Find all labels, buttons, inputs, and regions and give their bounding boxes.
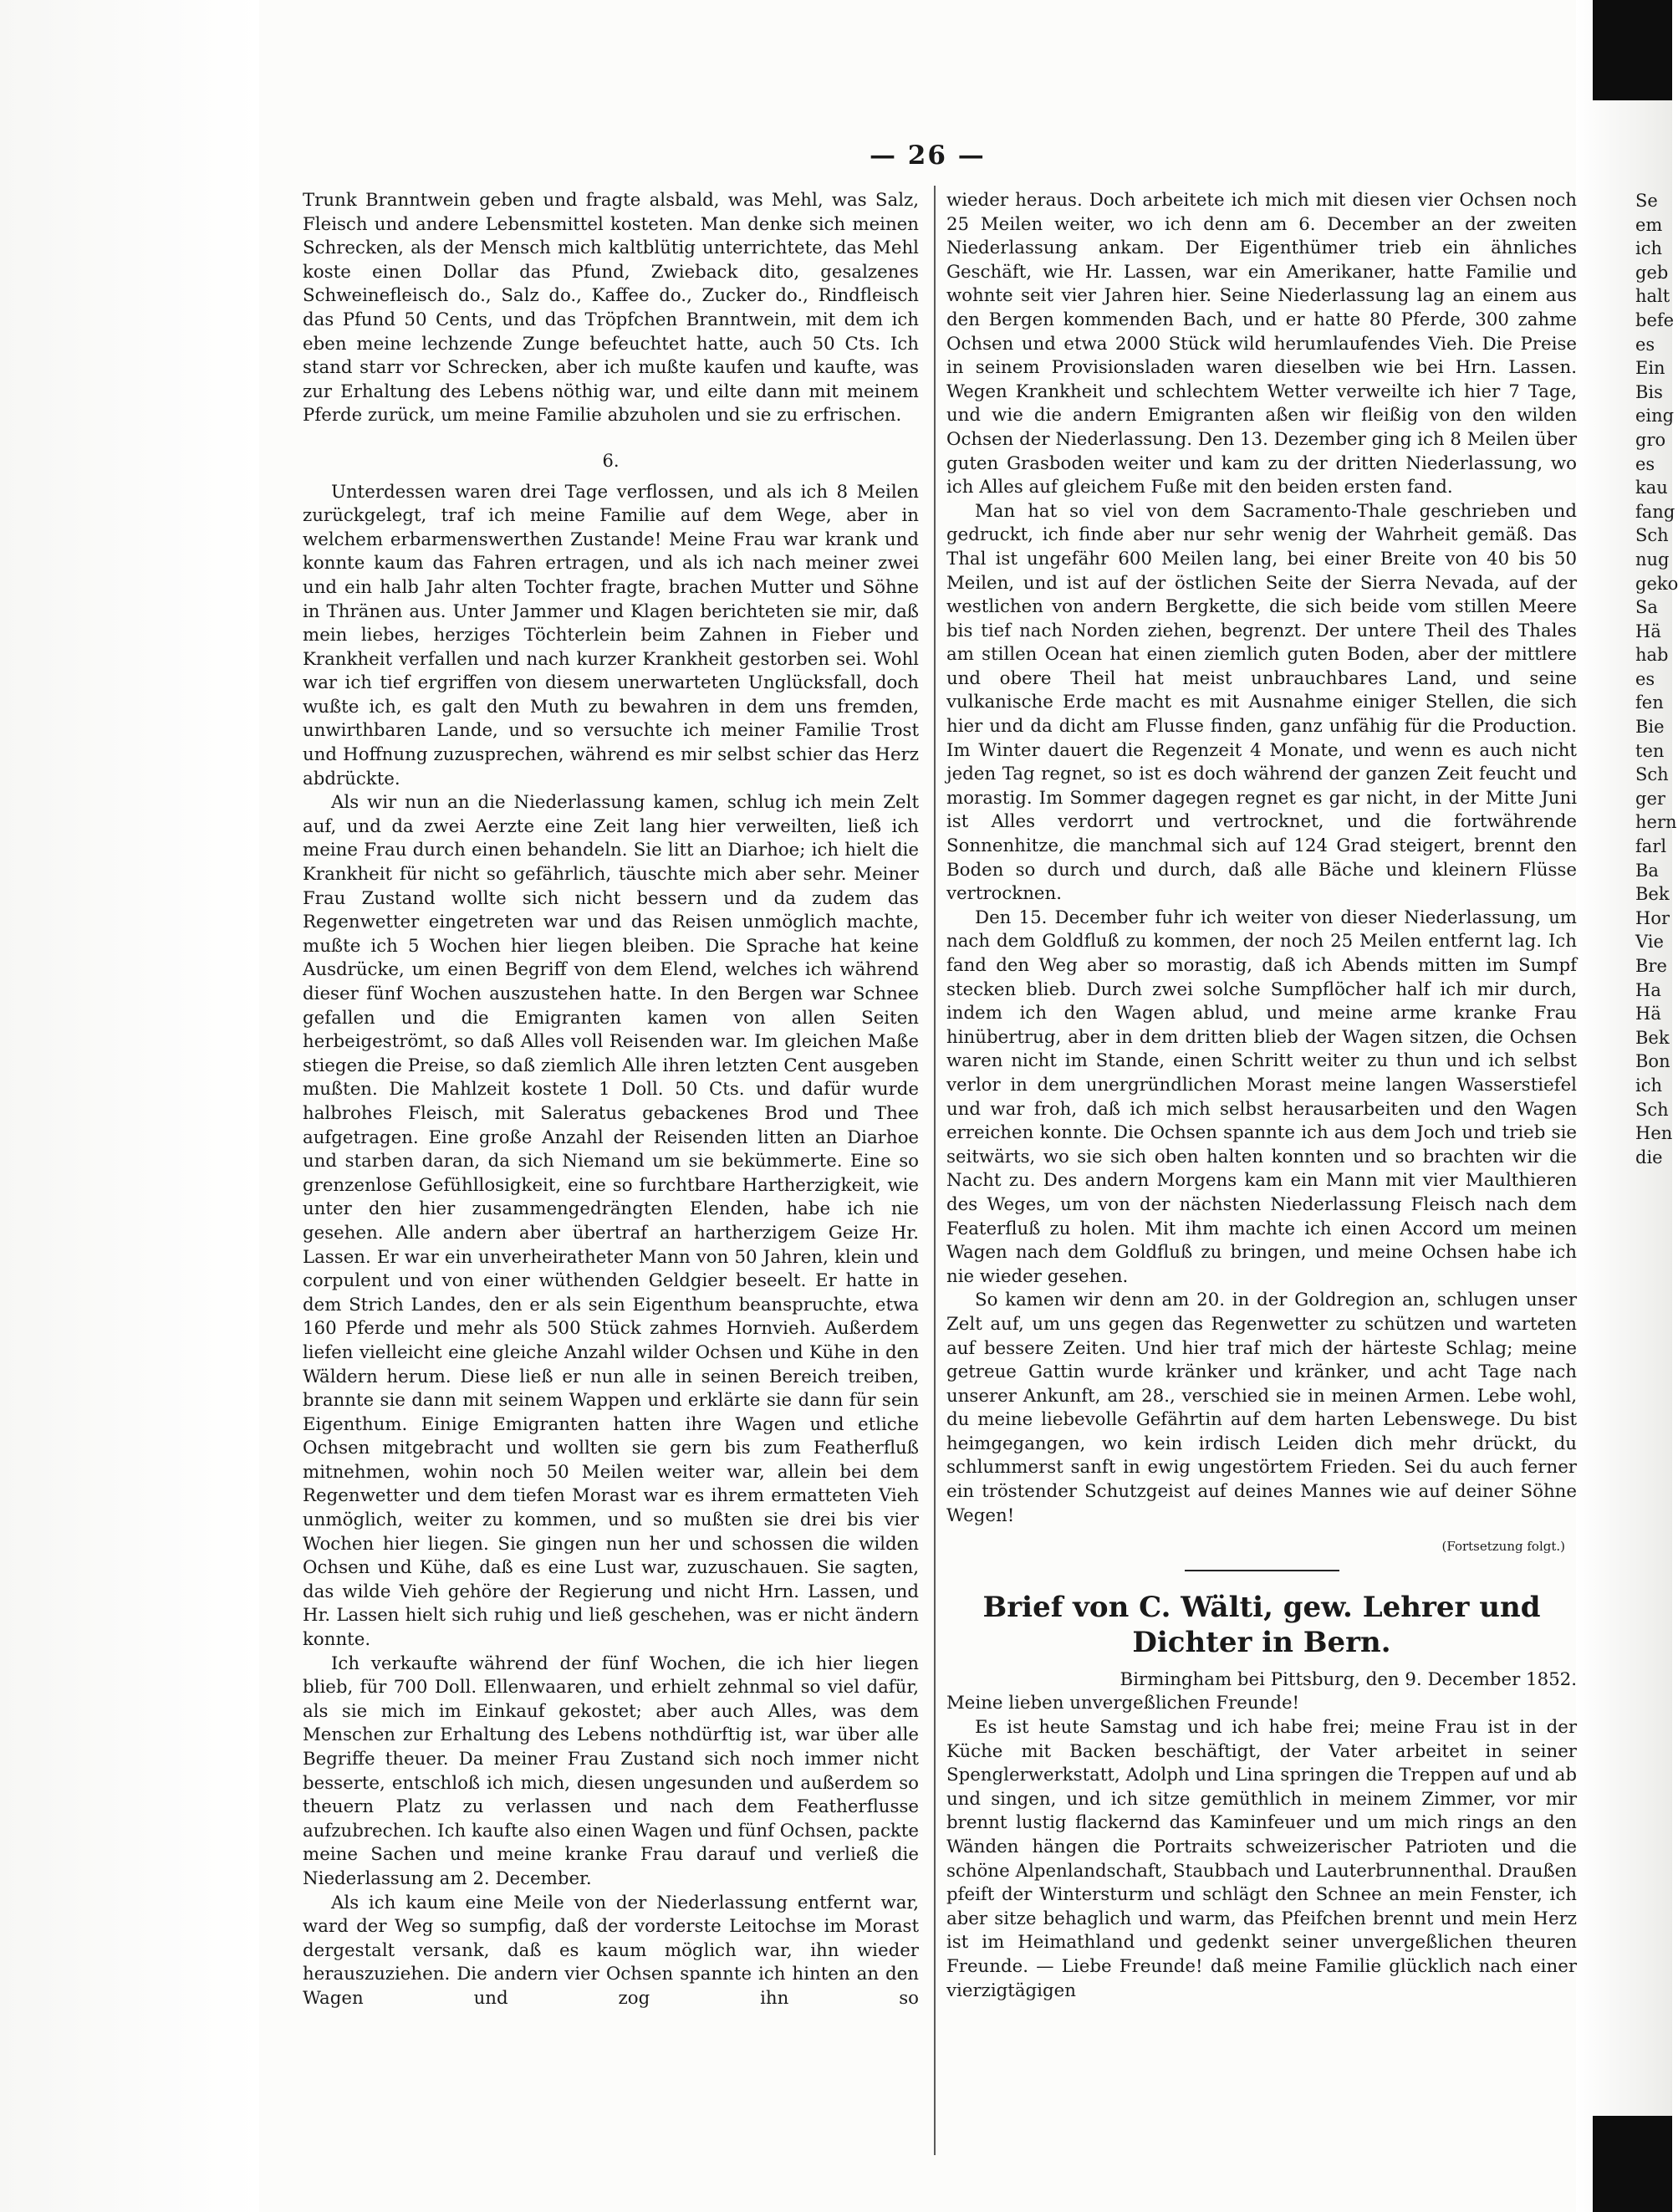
paragraph: Man hat so viel von dem Sacramento-Thale geschrieben und gedruckt, ich finde aber nur sehr wenig der Wahrheit gemäß. Das Thal ist ungefähr 600 Meilen lang, bei einer Breite von 40 bis 50 Meilen, und ist auf der östlichen Seite der Sierra Nevada, auf der westlichen von andern Bergkette, die sich beide vom stillen Meere bis tief nach Norden ziehen, begrenzt. Der untere Theil des Thales am stillen Ocean hat einen ziemlich guten Boden, aber der mittlere und obere Theil hat meist unbrauchbares Land, und seine vulkanische Erde macht es mit Ausnahme einiger Stellen, die sich hier und da dicht am Flusse finden, ganz unfähig für die Production. Im Winter dauert die Regenzeit 4 Monate, und wenn es auch nicht jeden Tag regnet, so ist es doch während der ganzen Zeit feucht und morastig. Im Sommer dagegen regnet es gar nicht, in der Mitte Juni ist Alles verdorrt und vertrocknet, und die fortwährende Sonnenhitze, die manchmal sich auf 124 Grad steigert, brennt den Boden so durch und durch, daß alle Bäche und kleinern Flüsse vertrocknen. (946, 500, 1577, 905)
cropped-line: Vie (1635, 932, 1664, 953)
section-rule (1185, 1570, 1339, 1571)
page-header (870, 140, 986, 174)
paragraph: Unterdessen waren drei Tage verflossen, und als ich 8 Meilen zurückgelegt, traf ich meine Familie auf dem Wege, aber in welchem erbarmenswerthen Zustande! Meine Frau war krank und konnte kaum das Fahren ertragen, und als ich nach meiner zwei und ein halb Jahr alten Tochter fragte, brachen Mutter und Söhne in Thränen aus. Unter Jammer und Klagen berichteten sie mir, daß mein liebes, herziges Töchterlein beim Zahnen in Fieber und Krankheit verfallen und nach kurzer Krankheit gestorben sei. Wohl war ich tief ergriffen von diesem unerwarteten Unglücksfall, doch wußte ich, es galt den Muth zu bewahren in dem uns fremden, unwirthbaren Lande, und so versuchte ich meiner Familie Trost und Hoffnung zuzusprechen, während es mir selbst schier das Herz abdrückte. (303, 481, 919, 789)
paragraph: Trunk Branntwein geben und fragte alsbald, was Mehl, was Salz, Fleisch und andere Lebensmittel kosteten. Man denke sich meinen Schrecken, als der Mensch mich kaltblütig unterrichtete, das Mehl koste einen Dollar das Pfund, Zwieback dito, gesalzenes Schweinefleisch do., Salz do., Kaffee do., Zucker do., Rindfleisch das Pfund 50 Cents, und das Tröpfchen Branntwein, mit dem ich eben meine lechzende Zunge befeuchtet hatte, auch 50 Cts. Ich stand starr vor Schrecken, aber ich mußte kaufen und kaufte, was zur Erhaltung des Lebens nöthig war, und eilte dann mit meinem Pferde zurück, um meine Familie abzuholen und sie zu erfrischen. (303, 190, 919, 427)
paragraph: Als wir nun an die Niederlassung kamen, schlug ich mein Zelt auf, und da zwei Aerzte eine Zeit lang hier verweilten, ließ ich meine Frau durch einen behandeln. Sie litt an Diarhoe; ich hielt die Krankheit für nicht so gefährlich, täuschte mich aber sehr. Meiner Frau Zustand wollte sich nicht bessern und da zudem das Regenwetter eingetreten war und das Reisen unmöglich machte, mußte ich 5 Wochen hier liegen bleiben. Die Sprache hat keine Ausdrücke, um einen Begriff von dem Elend, welches ich während dieser fünf Wochen auszustehen hatte. In den Bergen war Schnee gefallen und die Emigranten kamen von allen Seiten herbeigeströmt, so daß Alles voll Reisenden war. Im gleichen Maße stiegen die Preise, so daß ziemlich Alle ihren letzten Cent ausgeben mußten. Die Mahlzeit kostete 1 Doll. 50 Cts. und dafür wurde halbrohes Fleisch, mit Saleratus gebackenes Brod und Thee aufgetragen. Eine große Anzahl der Reisenden litten an Diarhoe und starben daran, da sich Niemand um sie bekümmerte. Eine so grenzenlose Gefühllosigkeit, eine so furchtbare Hartherzigkeit, wie unter den hier zusammengedrängten Elenden, habe ich nie gesehen. Alle andern aber übertraf an hartherzigem Geize Hr. Lassen. Er war ein unverheiratheter Mann von 50 Jahren, klein und corpulent und von einer wüthenden Geldgier beseelt. Er hatte in dem Strich Landes, den er als sein Eigenthum beanspruchte, etwa 160 Pferde und mehr als 500 Stück zahmes Hornvieh. Außerdem liefen vielleicht eine gleiche Anzahl wilder Ochsen und Kühe in den Wäldern herum. Diese ließ er nun alle in seinen Bereich treiben, brannte sie dann mit seinem Wappen und erklärte sie dann für sein Eigenthum. Einige Emigranten hatten ihre Wagen und etliche Ochsen mitgebracht und wollten sie gern bis zum Featherfluß mitnehmen, wohin noch 50 Meilen weiter war, allein bei dem Regenwetter und dem tiefen Morast war es ihrem ermatteten Vieh unmöglich, weiter zu kommen, und so mußten sie drei bis vier Wochen hier liegen. Sie gingen nun her und schossen die wilden Ochsen und Kühe, daß es eine Lust war, zuzuschauen. Sie sagten, das wilde Vieh gehöre der Regierung und nicht Hrn. Lassen, und Hr. Lassen hielt sich ruhig und ließ geschehen, was er nicht ändern konnte. (303, 792, 919, 1651)
cropped-line: Hor (1635, 907, 1670, 928)
cropped-line: Sch (1635, 525, 1669, 546)
cropped-line: geb (1635, 262, 1669, 283)
column-divider (934, 186, 936, 2155)
paragraph: Den 15. December fuhr ich weiter von dieser Niederlassung, um nach dem Goldfluß zu kommen, der noch 25 Meilen entfernt lag. Ich fand den Weg aber so morastig, daß ich Abends mitten im Sumpf stecken blieb. Durch zwei solche Sumpflöcher half ich mir durch, indem ich den Wagen ablud, und meine arme kranke Frau hinübertrug, aber in dem dritten blieb der Wagen sitzen, die Ochsen waren nicht im Stande, einen Schritt weiter zu thun und ich selbst verlor in dem unergründlichen Morast meine langen Wasserstiefel und war froh, daß ich mich selbst herausarbeiten und den Wagen erreichen konnte. Die Ochsen spannte ich aus dem Joch und trieb sie seitwärts, wo sie sich oben halten konnten und so brachten wir die Nacht zu. Des andern Morgens kam ein Mann mit vier Maulthieren des Weges, um von der nächsten Niederlassung Fleisch nach dem Featerfluß zu holen. Mit ihm machte ich einen Accord um meinen Wagen nach dem Goldfluß zu bringen, und meine Ochsen habe ich nie wieder gesehen. (946, 907, 1577, 1287)
cropped-line: halt (1635, 286, 1670, 307)
cropped-line: ich (1635, 1075, 1663, 1096)
dateline: Birmingham bei Pittsburg, den 9. December 1852. (1120, 1668, 1577, 1690)
scan-border-bottom (1593, 2116, 1672, 2212)
paragraph: So kamen wir denn am 20. in der Goldregion an, schlugen unser Zelt auf, um uns gegen das Regenwetter zu schützen und warteten auf bessere Zeiten. Und hier traf mich der härteste Schlag; meine getreue Gattin wurde kränker und kränker, und acht Tage nach unserer Ankunft, am 28., verschied sie in meinen Armen. Lebe wohl, du meine liebevolle Gefährtin auf dem harten Lebenswege. Du bist heimgegangen, wo kein irdisch Leiden dich mehr drückt, du schlummerst sanft in ewig ungestörtem Frieden. Sei du auch ferner ein tröstender Schutzgeist auf deines Mannes wie auf deiner Söhne Wegen! (946, 1290, 1577, 1526)
cropped-line: ich (1635, 238, 1663, 259)
cropped-line: Bre (1635, 956, 1667, 976)
cropped-line: eing (1635, 406, 1675, 427)
column-cropped (1635, 189, 1678, 1169)
cropped-line: es (1635, 334, 1655, 355)
cropped-line: es (1635, 453, 1655, 474)
article-headline: Brief von C. Wälti, gew. Lehrer und Dichter in Bern. (982, 1590, 1541, 1659)
scan-border-top (1593, 0, 1672, 100)
cropped-line: hern (1635, 812, 1677, 833)
cropped-line: gro (1635, 429, 1666, 450)
paragraph: Es ist heute Samstag und ich habe frei; meine Frau ist in der Küche mit Backen beschäftigt, der Vater arbeitet in seiner Spenglerwerkstatt, Adolph und Lina springen die Treppen auf und ab und singen, und ich sitze gemüthlich in meinem Zimmer, vor mir brennt lustig flackernd das Kaminfeuer und um mich rings an den Wänden hängen die Portraits schweizerischer Patrioten und die schöne Alpenlandschaft, Staubbach und Lauterbrunnenthal. Draußen pfeift der Wintersturm und schlägt den Schnee an mein Fenster, ich aber sitze behaglich und warm, das Pfeifchen brennt und mein Herz ist im Heimathland und gedenkt seiner unvergeßlichen theuren Freunde. — Liebe Freunde! daß meine Familie glücklich nach einer vierzigtägigen (946, 1717, 1577, 2001)
cropped-line: em (1635, 214, 1663, 235)
cropped-line: Ein (1635, 358, 1665, 379)
cropped-line: Bie (1635, 717, 1665, 738)
cropped-line: Hä (1635, 621, 1661, 641)
cropped-line: befe (1635, 309, 1675, 330)
paragraph: Ich verkaufte während der fünf Wochen, die ich hier liegen blieb, für 700 Doll. Ellenwaaren, und erhielt zehnmal so viel dafür, als sie mich im Einkauf gekostet; aber auch Alles, was dem Menschen zur Erhaltung des Lebens nothdürftig ist, war über alle Begriffe theuer. Da meiner Frau Zustand sich noch immer nicht besserte, entschloß ich mich, diesen ungesunden und außerdem so theuern Platz zu verlassen und nach dem Featherflusse aufzubrechen. Ich kaufte also einen Wagen und fünf Ochsen, packte meine Sachen und meine kranke Frau darauf und verließ die Niederlassung am 2. December. (303, 1653, 919, 1889)
cropped-line: Sa (1635, 597, 1658, 618)
cropped-line: kau (1635, 478, 1668, 498)
cropped-line: fang (1635, 501, 1675, 522)
cropped-line: ten (1635, 740, 1665, 761)
cropped-line: hab (1635, 645, 1669, 666)
cropped-line: geko (1635, 573, 1678, 594)
cropped-line: es (1635, 668, 1655, 689)
column-left (303, 189, 919, 2011)
salutation: Meine lieben unvergeßlichen Freunde! (946, 1693, 1300, 1714)
cropped-line: Hä (1635, 1004, 1661, 1024)
cropped-line: ger (1635, 788, 1665, 809)
cropped-line: fen (1635, 692, 1664, 713)
cropped-line: Sch (1635, 1099, 1669, 1120)
cropped-line: Bon (1635, 1051, 1670, 1072)
page-number: — 26 — (870, 140, 986, 171)
paragraph: wieder heraus. Doch arbeitete ich mich mit diesen vier Ochsen noch 25 Meilen weiter, wo ich denn am 6. December an der zweiten Niederlassung ankam. Der Eigenthümer trieb ein ähnliches Geschäft, wie Hr. Lassen, war ein Amerikaner, hatte Familie und wohnte seit vier Jahren hier. Seine Niederlassung lag an einem aus den Bergen kommenden Bach, und er hatte 80 Pferde, 300 zahme Ochsen und etwa 2000 Stück wild herumlaufendes Vieh. Die Preise in seinem Provisionsladen waren dieselben wie bei Hrn. Lassen. Wegen Krankheit und schlechtem Wetter verweilte ich hier 7 Tage, und wie die andern Emigranten aßen wir fleißig von den wilden Ochsen der Niederlassung. Den 13. Dezember ging ich 8 Meilen über guten Grasboden weiter und kam zu der dritten Niederlassung, wo ich Alles auf gleichem Fuße mit den beiden ersten fand. (946, 190, 1577, 498)
cropped-line: Bek (1635, 1027, 1670, 1048)
cropped-line: Bis (1635, 381, 1663, 402)
cropped-line: farl (1635, 836, 1667, 857)
cropped-line: nug (1635, 549, 1670, 570)
section-number: 6. (602, 450, 620, 471)
paragraph: Als ich kaum eine Meile von der Niederlassung entfernt war, ward der Weg so sumpfig, daß der vorderste Leitochse im Morast dergestalt versank, daß es kaum möglich war, ihn wieder herauszuziehen. Die andern vier Ochsen spannte ich hinten an den Wagen und zog ihn so (303, 1892, 919, 2009)
cropped-line: die (1635, 1147, 1663, 1167)
left-margin (0, 0, 259, 2212)
continued-note: (Fortsetzung folgt.) (1441, 1539, 1565, 1555)
cropped-line: Ha (1635, 979, 1661, 1000)
cropped-line: Sch (1635, 764, 1669, 785)
column-right (946, 189, 1577, 2003)
cropped-line: Ba (1635, 860, 1659, 881)
cropped-line: Bek (1635, 884, 1670, 905)
cropped-line: Se (1635, 191, 1658, 211)
cropped-line: Hen (1635, 1123, 1673, 1144)
